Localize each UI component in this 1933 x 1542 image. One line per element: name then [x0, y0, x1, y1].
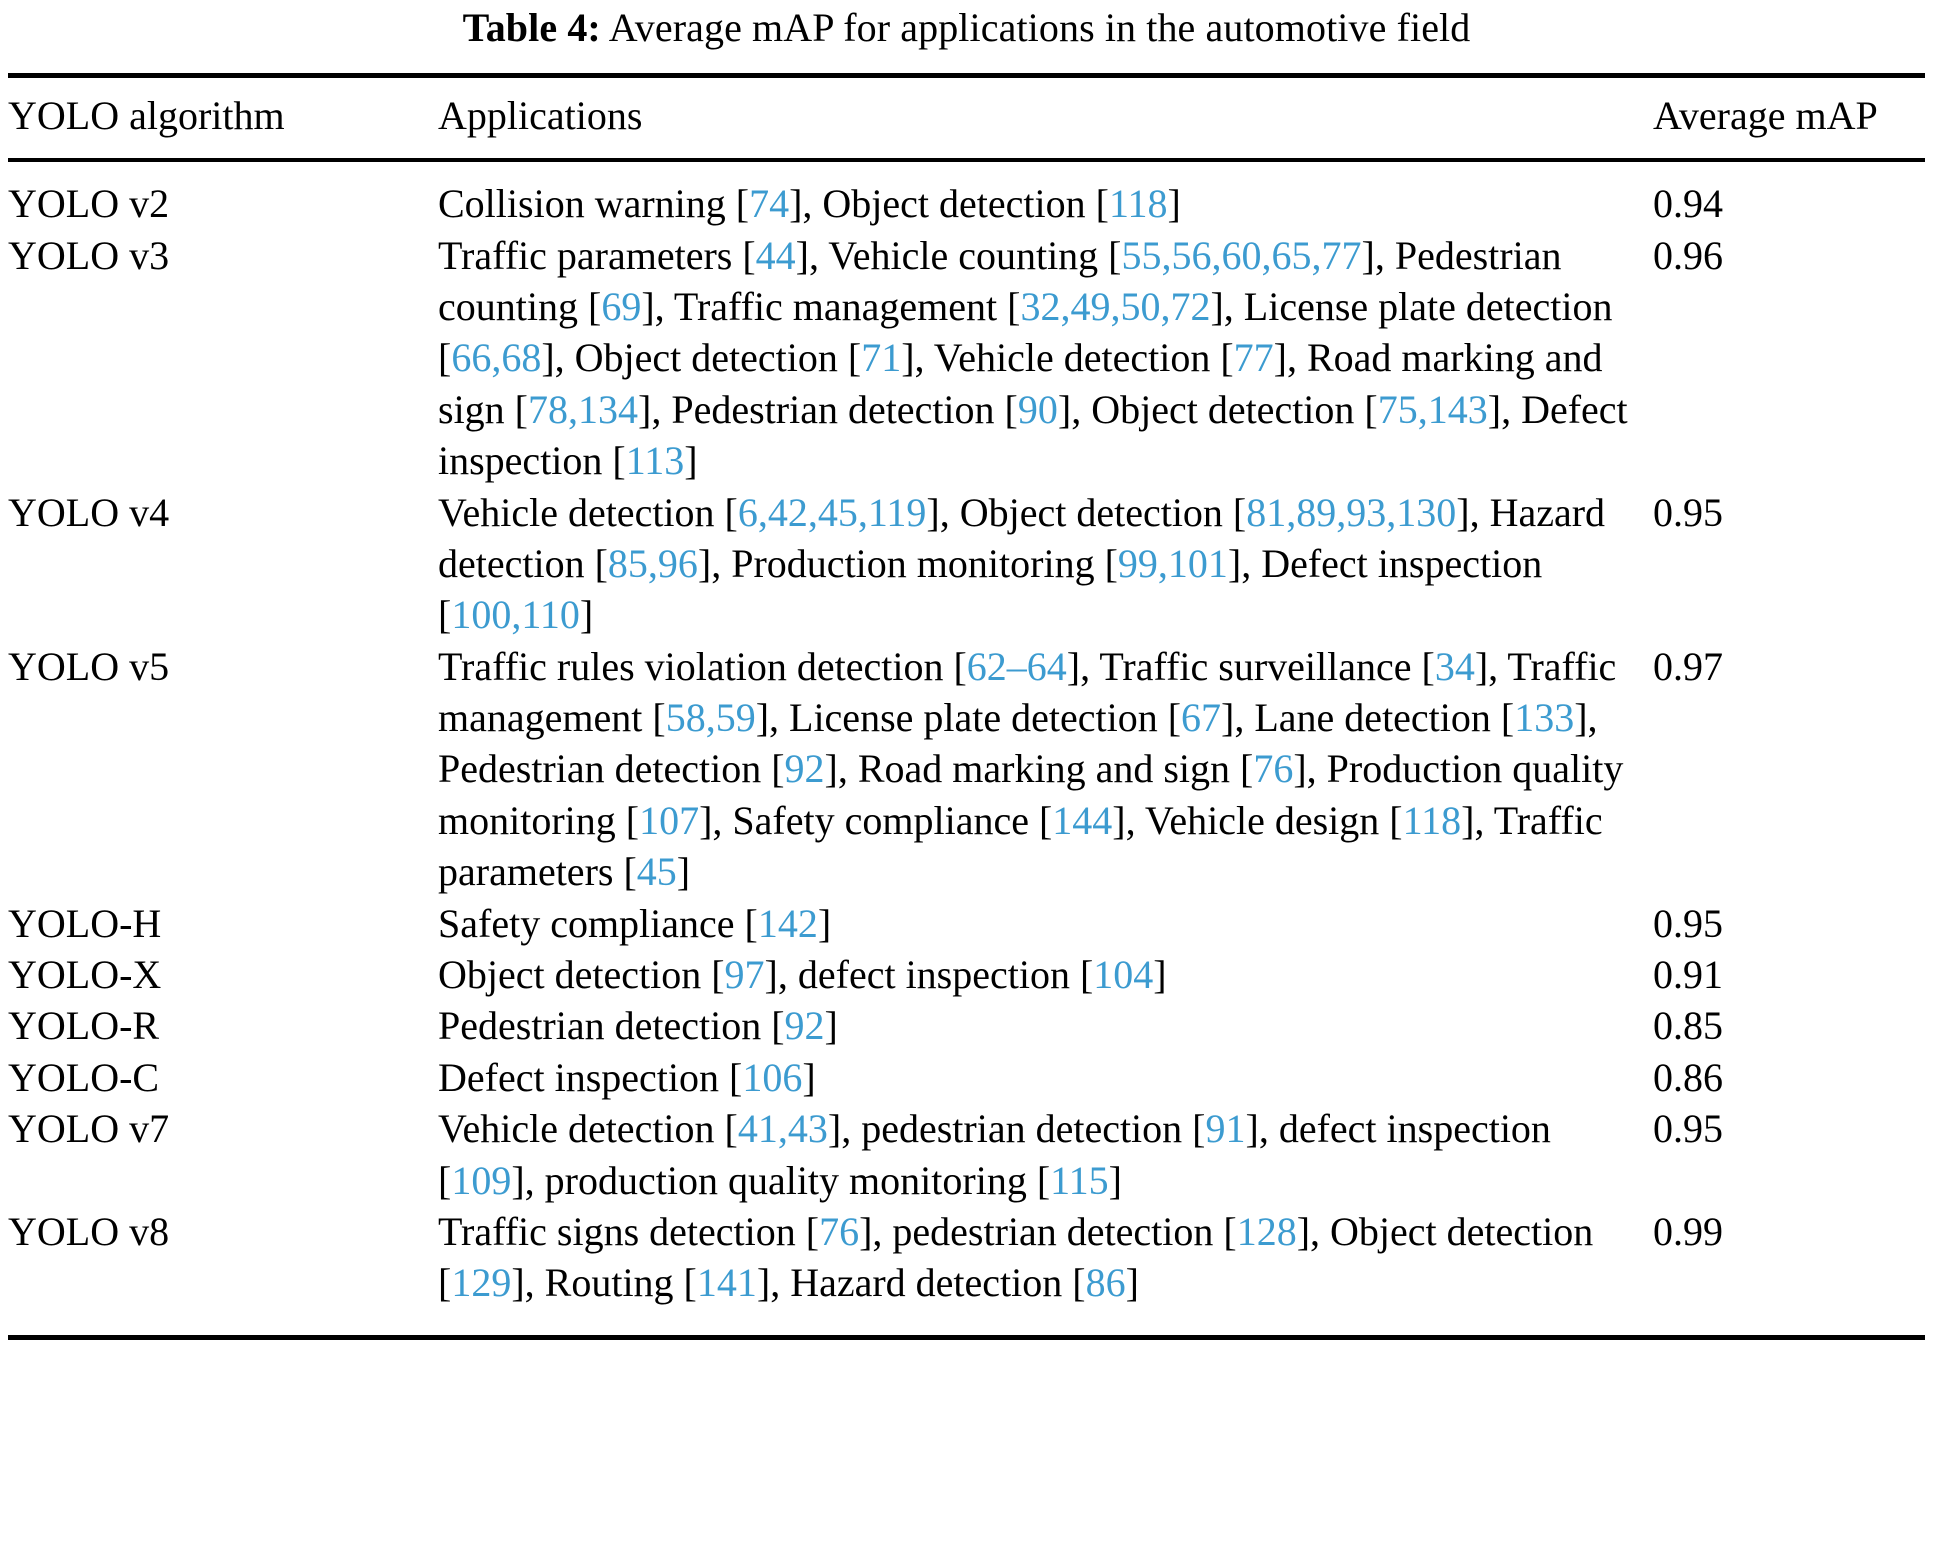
citation-reference[interactable]: 99,101 [1117, 540, 1228, 586]
cell-applications: Traffic parameters [44], Vehicle counting [55,56,60,65,77], Pedestrian counting [69], Traffic management [32,49,50,72], License plate detection [66,68], Object detection [71], Vehicle detection [77], Road marking and sign [78,134], Pedestrian detection [90], Object detection [75,143], Defect inspection [113] [438, 232, 1628, 484]
citation-reference[interactable]: 141 [696, 1260, 757, 1306]
citation-reference[interactable]: 67 [1181, 695, 1222, 741]
cell-average-map: 0.86 [1653, 1054, 1723, 1100]
citation-reference[interactable]: 55,56,60,65,77 [1121, 232, 1362, 278]
cell-applications: Collision warning [74], Object detection [118] [438, 181, 1181, 227]
citation-reference[interactable]: 92 [784, 746, 825, 792]
table-header-row [8, 78, 1925, 158]
cell-average-map: 0.95 [1653, 1106, 1723, 1152]
table-row [8, 641, 1925, 898]
cell-average-map: 0.96 [1653, 232, 1723, 278]
citation-reference[interactable]: 92 [784, 1003, 825, 1049]
table-row [8, 1103, 1925, 1206]
cell-algorithm: YOLO v3 [8, 232, 170, 278]
citation-reference[interactable]: 66,68 [451, 335, 542, 381]
cell-algorithm: YOLO v4 [8, 489, 170, 535]
citation-reference[interactable]: 106 [742, 1054, 803, 1100]
cell-algorithm: YOLO-C [8, 1054, 160, 1100]
citation-reference[interactable]: 97 [724, 952, 765, 998]
citation-reference[interactable]: 109 [451, 1157, 512, 1203]
citation-reference[interactable]: 75,143 [1377, 386, 1488, 432]
citation-reference[interactable]: 45 [636, 849, 677, 895]
citation-reference[interactable]: 32,49,50,72 [1020, 283, 1211, 329]
cell-applications: Safety compliance [142] [438, 900, 832, 946]
table-row [8, 162, 1925, 229]
citation-reference[interactable]: 6,42,45,119 [737, 489, 927, 535]
citation-reference[interactable]: 113 [625, 438, 685, 484]
citation-reference[interactable]: 118 [1108, 181, 1168, 227]
cell-average-map: 0.99 [1653, 1209, 1723, 1254]
citation-reference[interactable]: 44 [755, 232, 796, 278]
table-row [8, 898, 1925, 949]
table-caption [8, 0, 1925, 73]
cell-applications: Traffic signs detection [76], pedestrian detection [128], Object detection [129], Routing [141], Hazard detection [86] [438, 1209, 1594, 1306]
table-bottom-spacer [8, 1325, 1925, 1335]
citation-reference[interactable]: 41,43 [737, 1106, 828, 1152]
table-row [8, 230, 1925, 487]
citation-reference[interactable]: 86 [1085, 1260, 1126, 1306]
citation-reference[interactable]: 71 [861, 335, 902, 381]
cell-average-map: 0.94 [1653, 181, 1723, 227]
cell-algorithm: YOLO-R [8, 1003, 160, 1049]
cell-algorithm: YOLO v8 [8, 1209, 170, 1254]
table-bottom-rule [8, 1335, 1925, 1340]
citation-reference[interactable]: 34 [1434, 643, 1475, 689]
table-header [8, 78, 1925, 158]
citation-reference[interactable]: 100,110 [451, 592, 580, 638]
citation-reference[interactable]: 133 [1514, 695, 1575, 741]
citation-reference[interactable]: 69 [601, 283, 642, 329]
citation-reference[interactable]: 77 [1233, 335, 1274, 381]
citation-reference[interactable]: 81,89,93,130 [1246, 489, 1457, 535]
citation-reference[interactable]: 115 [1050, 1157, 1109, 1203]
cell-applications: Vehicle detection [6,42,45,119], Object detection [81,89,93,130], Hazard detection [85,96], Production monitoring [99,101], Defect inspection [100,110] [438, 489, 1606, 638]
citation-reference[interactable]: 144 [1052, 797, 1113, 843]
citation-reference[interactable]: 142 [757, 900, 818, 946]
column-header-average-map: Average mAP [1653, 93, 1878, 139]
citation-reference[interactable]: 78,134 [528, 386, 638, 432]
citation-reference[interactable]: 85,96 [607, 540, 698, 586]
citation-reference[interactable]: 118 [1402, 797, 1462, 843]
table-row [8, 949, 1925, 1000]
table-body [8, 162, 1925, 1325]
table-caption-text: Average mAP for applications in the automotive field [608, 5, 1471, 50]
column-header-applications: Applications [438, 93, 643, 139]
cell-applications: Vehicle detection [41,43], pedestrian detection [91], defect inspection [109], production quality monitoring [115] [438, 1106, 1551, 1203]
average-map-table-body [8, 162, 1925, 1325]
cell-applications: Defect inspection [106] [438, 1054, 816, 1100]
cell-average-map: 0.95 [1653, 900, 1723, 946]
cell-average-map: 0.97 [1653, 643, 1723, 689]
cell-algorithm: YOLO v2 [8, 181, 170, 227]
citation-reference[interactable]: 107 [639, 797, 700, 843]
cell-algorithm: YOLO v7 [8, 1106, 170, 1152]
cell-average-map: 0.91 [1653, 952, 1723, 998]
cell-applications: Object detection [97], defect inspection [104] [438, 952, 1167, 998]
citation-reference[interactable]: 91 [1205, 1106, 1246, 1152]
table-row [8, 1000, 1925, 1051]
citation-reference[interactable]: 129 [451, 1260, 512, 1306]
citation-reference[interactable]: 76 [1253, 746, 1294, 792]
citation-reference[interactable]: 90 [1017, 386, 1058, 432]
cell-applications: Pedestrian detection [92] [438, 1003, 838, 1049]
table-row [8, 1206, 1925, 1325]
citation-reference[interactable]: 128 [1236, 1209, 1297, 1254]
citation-reference[interactable]: 58,59 [665, 695, 756, 741]
cell-algorithm: YOLO-H [8, 900, 162, 946]
citation-reference[interactable]: 62–64 [966, 643, 1067, 689]
cell-average-map: 0.95 [1653, 489, 1723, 535]
average-map-table [8, 78, 1925, 158]
table-caption-label: Table 4: [462, 5, 601, 50]
column-header-algorithm: YOLO algorithm [8, 93, 285, 139]
cell-average-map: 0.85 [1653, 1003, 1723, 1049]
citation-reference[interactable]: 104 [1093, 952, 1154, 998]
cell-algorithm: YOLO v5 [8, 643, 170, 689]
table-row [8, 487, 1925, 641]
table-row [8, 1052, 1925, 1103]
citation-reference[interactable]: 76 [819, 1209, 860, 1254]
cell-applications: Traffic rules violation detection [62–64], Traffic surveillance [34], Traffic management [58,59], License plate detection [67], Lane detection [133], Pedestrian detection [92], Road marking and sign [76], Production quality monitoring [107], Safety compliance [144], Vehicle design [118], Traffic parameters [45] [438, 643, 1624, 895]
citation-reference[interactable]: 74 [749, 181, 790, 227]
cell-algorithm: YOLO-X [8, 952, 162, 998]
